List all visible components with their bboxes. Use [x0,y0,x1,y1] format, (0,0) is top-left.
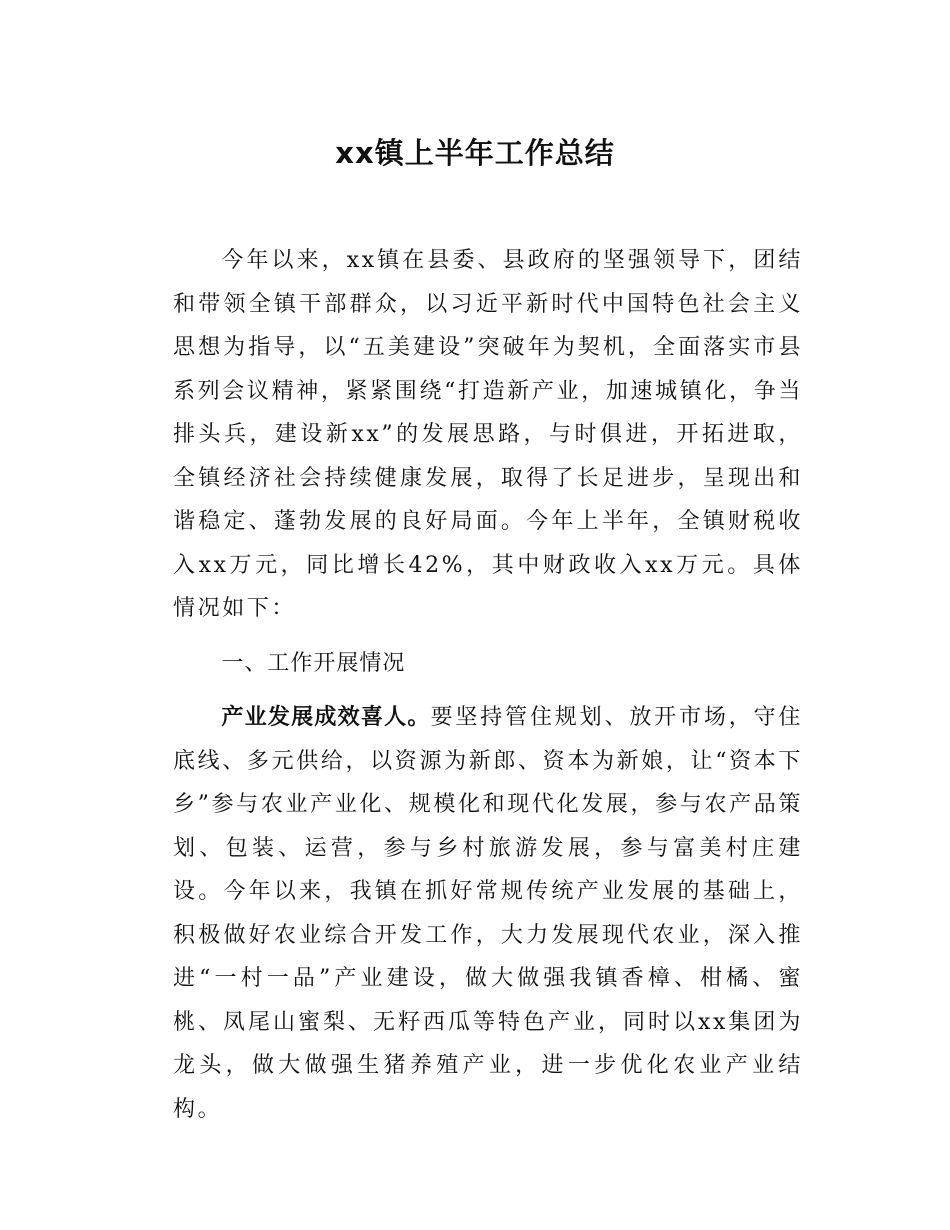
section-heading: 一、工作开展情况 [221,650,406,676]
document-body [173,239,803,1131]
document-title: xx镇上半年工作总结 [335,136,615,171]
section-paragraph [173,696,803,1131]
intro-paragraph: 今年以来，xx镇在县委、县政府的坚强领导下，团结和带领全镇干部群众，以习近平新时代中国特色社会主义思想为指导，以“五美建设”突破年为契机，全面落实市县系列会议精神，紧紧围绕“打造新产业，加速城镇化，争当排头兵，建设新xx”的发展思路，与时俱进，开拓进取，全镇经济社会持续健康发展，取得了长足进步，呈现出和谐稳定、蓬勃发展的良好局面。今年上半年，全镇财税收入xx万元，同比增长42%，其中财政收入xx万元。具体情况如下： [173,248,803,621]
paragraph-lead: 产业发展成效喜人。 [221,705,431,730]
paragraph-body: 要坚持管住规划、放开市场，守住底线、多元供给，以资源为新郎、资本为新娘，让“资本下乡”参与农业产业化、规模化和现代化发展，参与农产品策划、包装、运营，参与乡村旅游发展，参与富美村庄建设。今年以来，我镇在抓好常规传统产业发展的基础上，积极做好农业综合开发工作，大力发展现代农业，深入推进“一村一品”产业建设，做大做强我镇香樟、柑橘、蜜桃、凤尾山蜜梨、无籽西瓜等特色产业，同时以xx集团为龙头，做大做强生猪养殖产业，进一步优化农业产业结构。 [173,705,803,1122]
